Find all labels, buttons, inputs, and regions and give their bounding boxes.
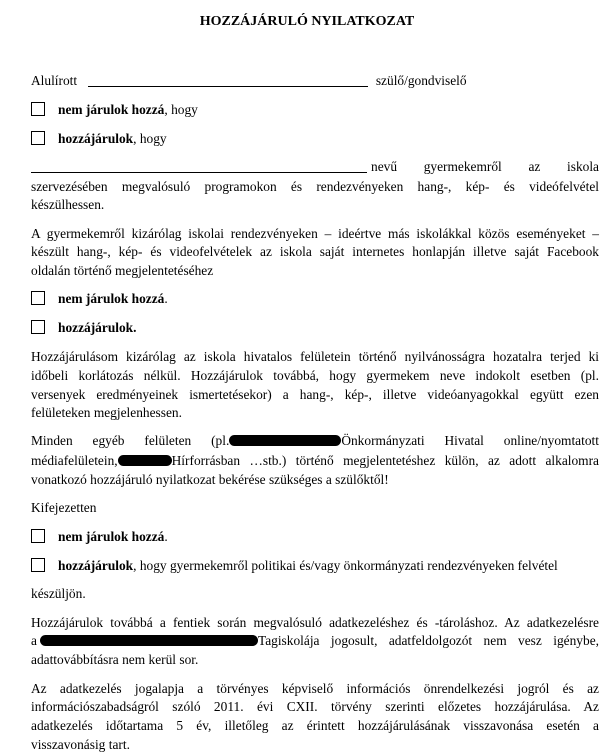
option-5-rest: .	[164, 529, 168, 544]
p1-line-1	[31, 159, 599, 175]
option-3-rest: .	[164, 291, 168, 306]
p6-line-4: visszavonásig tart.	[31, 737, 130, 752]
checkbox-4[interactable]	[31, 320, 45, 334]
p4-line-3: vonatkozó hozzájáruló nyilatkozat bekérése szükséges a szülőktől!	[31, 472, 389, 487]
checkbox-3[interactable]	[31, 291, 45, 305]
option-row-3	[31, 291, 599, 307]
p4-text-2b: Hírforrásban …stb.) történő megjelentetéshez külön, az adott alkalomra	[171, 453, 599, 468]
p3-line-2: időbeli korlátozás nélkül. Hozzájárulok továbbá, hogy gyermekem neve indokolt esetben (pl.	[31, 368, 599, 383]
p3-line-4: felületeken megjelenhessen.	[31, 405, 182, 420]
p4-text-2a: médiafelületein,	[31, 453, 118, 468]
checkbox-1[interactable]	[31, 102, 45, 116]
option-4-bold: hozzájárulok.	[58, 320, 137, 335]
p5-line-3: adattovábbításra nem kerül sor.	[31, 652, 199, 667]
p6-line-1: Az adatkezelés jogalapja a törvényes képviselő információs önrendelkezési jogról és az	[31, 681, 599, 696]
p4-text-1b: Önkormányzati Hivatal online/nyomtatott	[341, 433, 599, 448]
p1-text-1: nevű gyermekemről az iskola	[371, 159, 599, 174]
p2-line-2: készült hang-, kép- és videofelvételek az iskola saját internetes honlapján illetve saját Facebook	[31, 244, 599, 259]
parent-name-field[interactable]	[88, 74, 368, 87]
p6-line-3: adatkezelés időtartama 5 év, illetőleg az érintett hozzájárulásának visszavonása esetén a	[31, 718, 599, 733]
p5-text-2a: a	[31, 633, 37, 648]
checkbox-2[interactable]	[31, 131, 45, 145]
redacted-block-1	[229, 435, 341, 446]
option-2-rest: , hogy	[133, 131, 167, 146]
checkbox-6[interactable]	[31, 558, 45, 572]
p3-line-1: Hozzájárulásom kizárólag az iskola hivatalos felületein történő nyilvánosságra hozatalra terjed ki	[31, 349, 599, 364]
szulo-label: szülő/gondviselő	[375, 73, 467, 88]
kifejezetten-label: Kifejezetten	[31, 500, 97, 515]
p5-line-1: Hozzájárulok továbbá a fentiek során megvalósuló adatkezeléshez és -tároláshoz. Az adatkezelésre	[31, 615, 599, 630]
alulirott-row	[31, 73, 599, 89]
redacted-block-3	[40, 635, 258, 646]
p2-line-3: oldalán történő megjelentetéséhez	[31, 263, 214, 278]
option-row-1	[31, 102, 599, 118]
option-6-bold: hozzájárulok	[58, 558, 134, 573]
option-row-6	[31, 558, 599, 574]
p5-line-2	[31, 633, 599, 649]
option-2-bold: hozzájárulok	[58, 131, 134, 146]
option-5-bold: nem járulok hozzá	[58, 529, 165, 544]
document-title: HOZZÁJÁRULÓ NYILATKOZAT	[199, 14, 415, 29]
option-1-rest: , hogy	[164, 102, 198, 117]
option-6-continuation: készüljön.	[31, 586, 86, 601]
p6-line-2: információszabadságról szóló 2011. évi CXII. törvény szerinti előzetes hozzájárulása. Az	[31, 699, 599, 714]
p5-text-2b: Tagiskolája jogosult, adatfeldolgozót nem vesz igénybe,	[257, 633, 599, 648]
option-6-rest: , hogy gyermekemről politikai és/vagy önkormányzati rendezvényeken felvétel	[133, 558, 558, 573]
option-1-bold: nem járulok hozzá	[58, 102, 165, 117]
p3-line-3: versenyek eredményeinek ismertetésekor) a hang-, kép-, illetve videóanyagokkal együtt ezen	[31, 387, 599, 402]
option-row-2	[31, 131, 599, 147]
p2-line-1: A gyermekemről kizárólag iskolai rendezvényeken – ideértve más iskolákkal közös eseményeket –	[31, 226, 599, 241]
p1-line-3: készülhessen.	[31, 197, 105, 212]
redacted-block-2	[118, 455, 172, 466]
option-3-bold: nem járulok hozzá	[58, 291, 165, 306]
option-row-4	[31, 320, 599, 336]
child-name-field[interactable]	[31, 160, 367, 173]
alulirott-label: Alulírott	[31, 73, 78, 88]
p4-line-2	[31, 453, 599, 469]
checkbox-5[interactable]	[31, 529, 45, 543]
p1-line-2: szervezésében megvalósuló programokon és rendezvényeken hang-, kép- és videófelvétel	[31, 179, 599, 194]
p4-line-1	[31, 433, 599, 449]
p4-text-1a: Minden egyéb felületen (pl.	[31, 433, 230, 448]
option-row-5	[31, 529, 599, 545]
